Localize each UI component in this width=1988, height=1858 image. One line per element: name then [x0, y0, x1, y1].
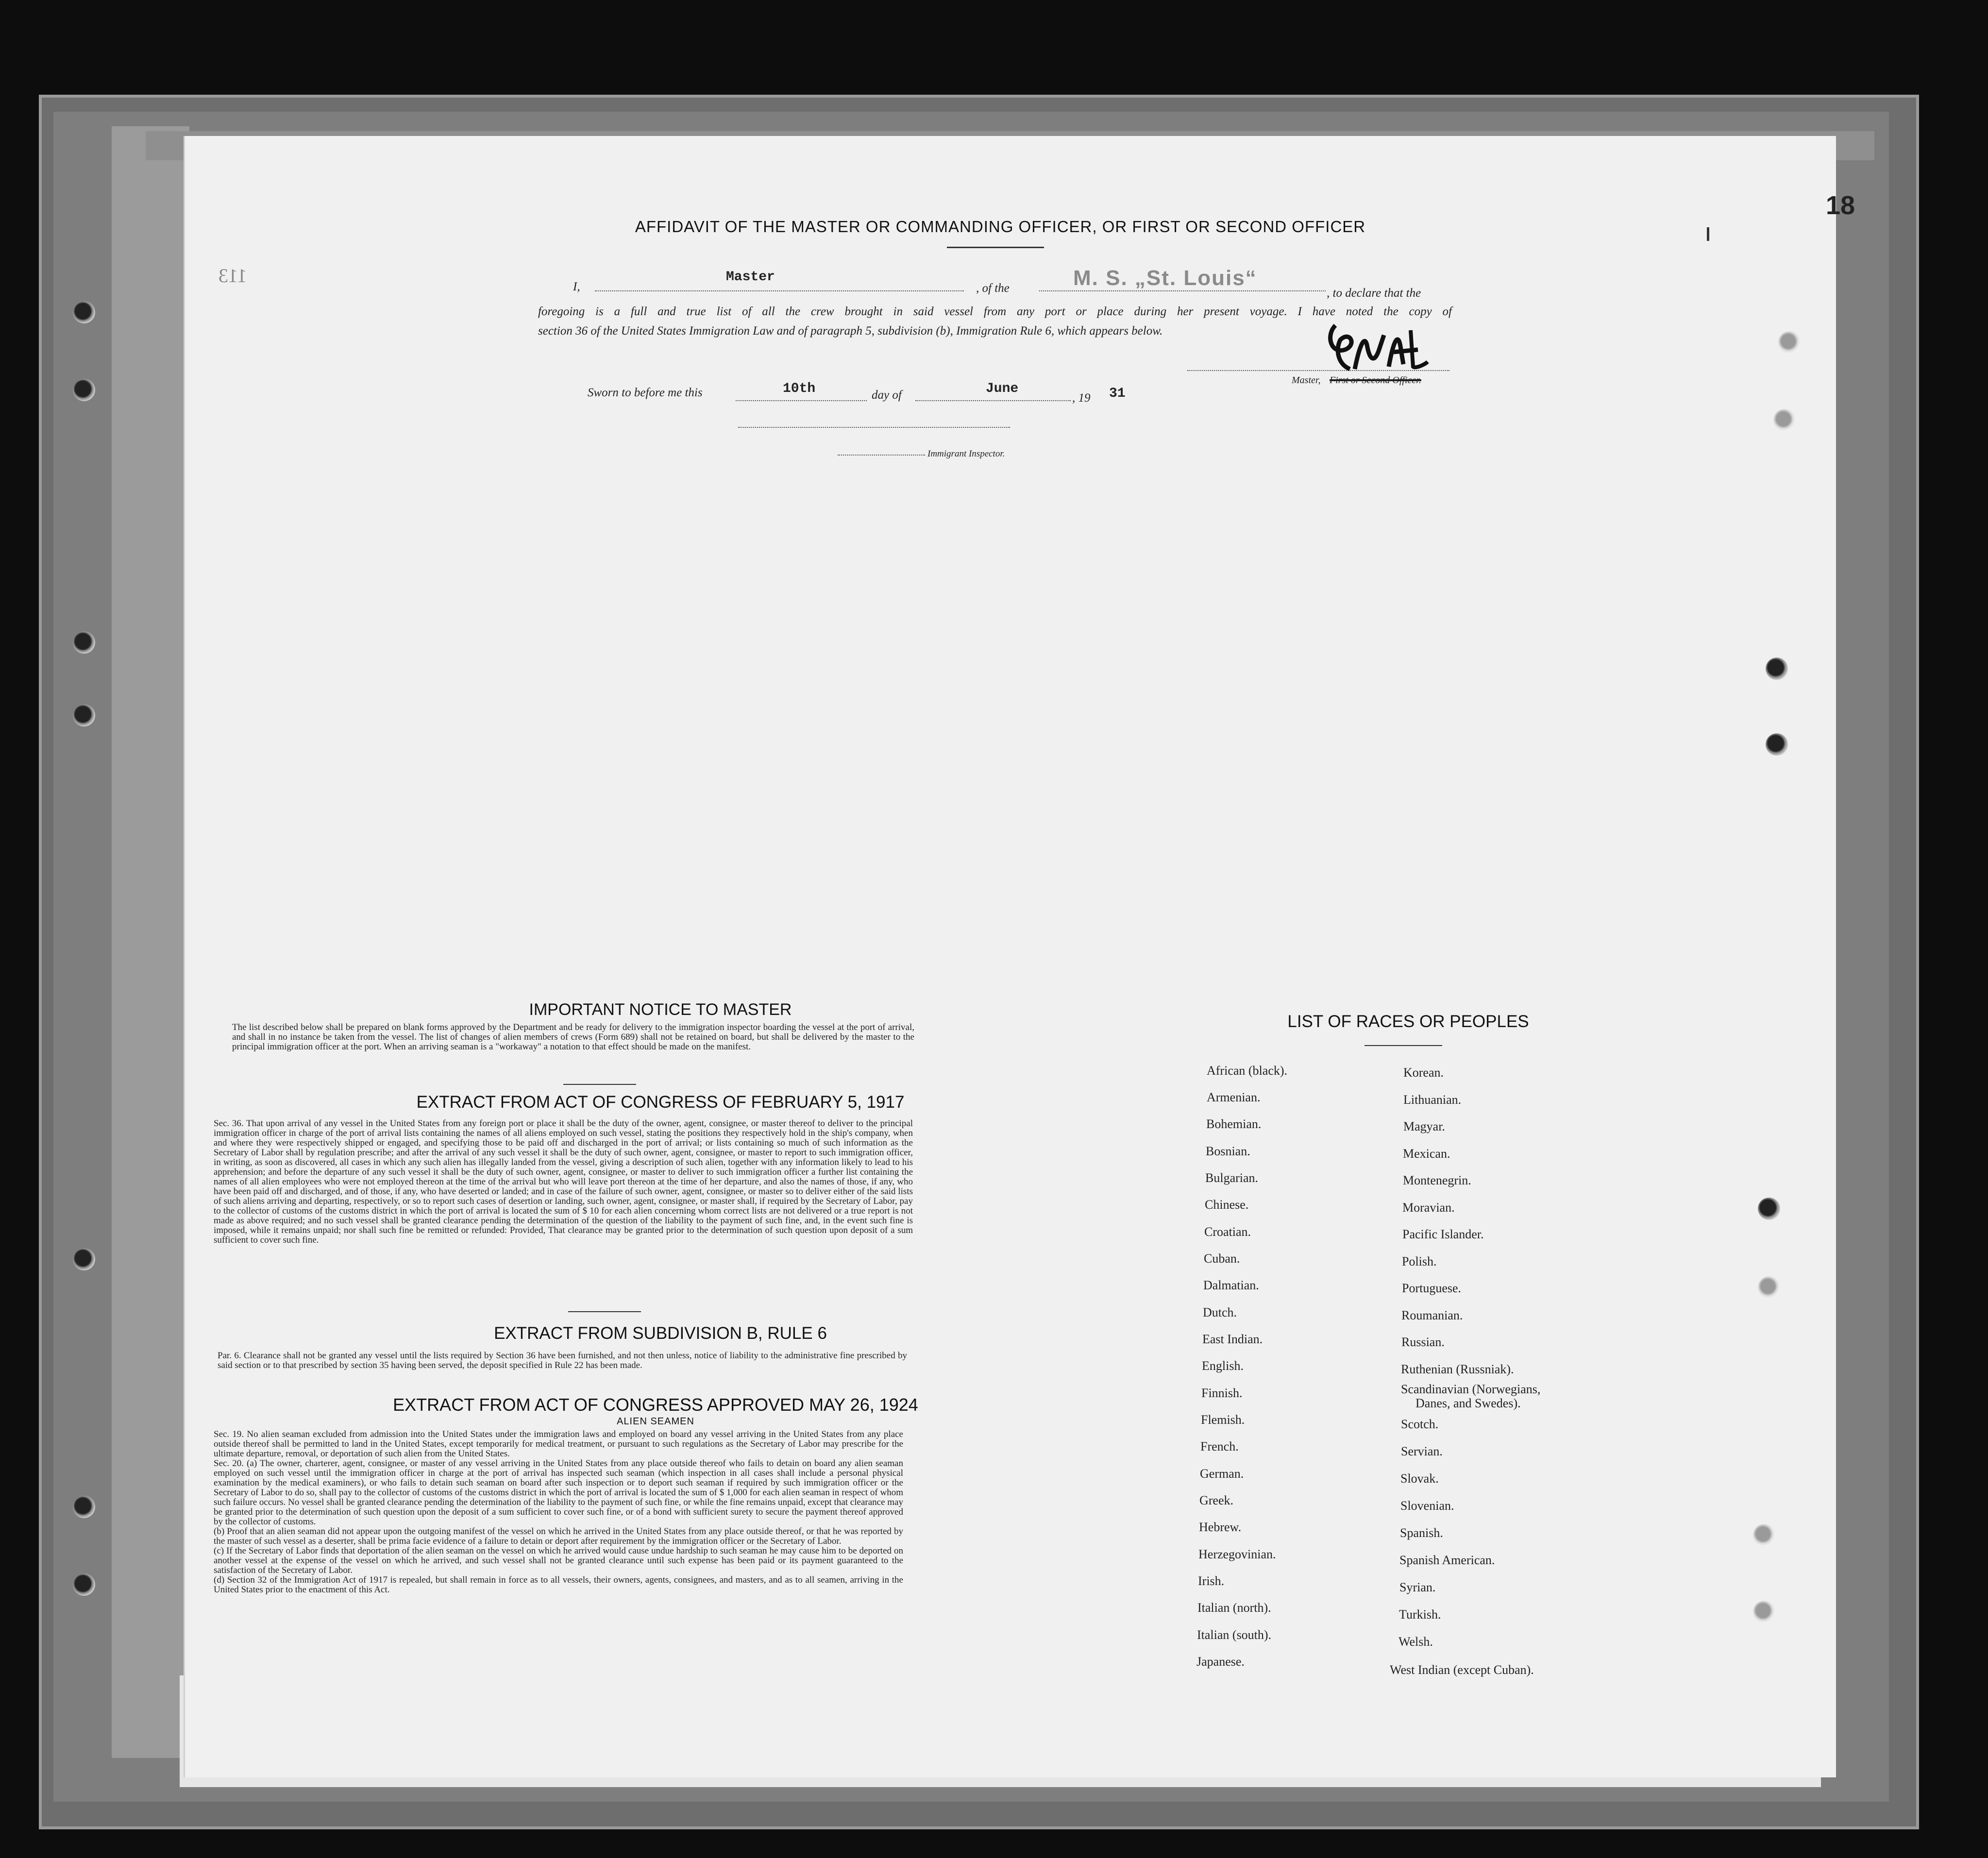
sworn-month-value: June: [986, 381, 1019, 396]
master-signature: [1321, 316, 1432, 379]
race-item: Chinese.: [1205, 1198, 1249, 1212]
punch-hole: [73, 1496, 95, 1518]
extract-1924-body: [214, 1430, 903, 1595]
bleed-through-mark: 113: [219, 265, 247, 287]
race-item: Spanish American.: [1399, 1553, 1495, 1567]
punch-hole: [73, 1573, 95, 1596]
race-item: Hebrew.: [1199, 1520, 1242, 1534]
race-item: Bosnian.: [1206, 1144, 1250, 1158]
race-item: Roumanian.: [1401, 1308, 1463, 1322]
races-title: LIST OF RACES OR PEOPLES: [1287, 1012, 1529, 1031]
race-item: Dutch.: [1203, 1305, 1237, 1319]
signature-caption-master: Master,: [1292, 375, 1321, 386]
title-divider: [947, 247, 1044, 248]
punch-hole: [1758, 1276, 1780, 1299]
race-item: Bulgarian.: [1205, 1171, 1259, 1185]
punch-hole: [73, 301, 95, 323]
punch-hole: [1766, 658, 1788, 680]
race-item: Pacific Islander.: [1402, 1227, 1484, 1241]
extract-1924-paragraph: Sec. 19. No alien seaman excluded from admission into the United States under the immigration laws and employed on board any vessel arriving in the United States from any place outside thereof shall be permitted to land in the United States, except temporarily for medical treatment, or pursuant to such regulations as the Secretary of Labor may prescribe for the ultimate departure, removal, or deportation of such alien from the United States.: [214, 1429, 903, 1459]
race-item: Scotch.: [1401, 1417, 1439, 1431]
race-item: Italian (north).: [1197, 1601, 1271, 1615]
race-item: Flemish.: [1201, 1413, 1245, 1427]
extract-1924-paragraph: (b) Proof that an alien seaman did not appear upon the outgoing manifest of the vessel on which he arrived in the United States from any place outside thereof, or that he was reported by the master of such vessel as a deserter, shall be prima facie evidence of a failure to detain or deport after requirement by the immigration officer or the Secretary of Labor.: [214, 1526, 903, 1546]
punch-hole: [1753, 1524, 1775, 1546]
extract-1924-title: EXTRACT FROM ACT OF CONGRESS APPROVED MAY 26, 1924: [393, 1395, 918, 1415]
punch-hole: [73, 631, 95, 654]
signature-caption-struck: First or Second Officer.: [1330, 375, 1421, 386]
extract-1917-title: EXTRACT FROM ACT OF CONGRESS OF FEBRUARY 5, 1917: [416, 1093, 905, 1112]
stacked-page-edge-left: [112, 126, 189, 1758]
punch-hole: [1778, 331, 1801, 354]
race-item: Magyar.: [1403, 1119, 1445, 1133]
race-item: Korean.: [1403, 1065, 1444, 1080]
race-item: Italian (south).: [1197, 1628, 1272, 1642]
affidavit-title: AFFIDAVIT OF THE MASTER OR COMMANDING OFFICER, OR FIRST OR SECOND OFFICER: [635, 218, 1366, 236]
race-item: East Indian.: [1202, 1332, 1263, 1346]
race-item: Ruthenian (Russniak).: [1401, 1362, 1514, 1376]
punch-hole: [73, 379, 95, 401]
race-item: Dalmatian.: [1203, 1278, 1259, 1292]
inspector-caption: Immigrant Inspector.: [927, 449, 1005, 459]
races-divider: [1365, 1045, 1442, 1046]
race-item: Turkish.: [1399, 1607, 1441, 1622]
punch-hole: [73, 1248, 95, 1270]
extract-1917-divider: [568, 1311, 641, 1312]
sworn-day-value: 10th: [783, 381, 816, 396]
punch-hole: [73, 704, 95, 726]
punch-hole: [1766, 733, 1788, 756]
extract-rule6-text: Par. 6. Clearance shall not be granted any vessel until the lists required by Section 36 have been furnished, and not then unless, notice of liability to the administrative fine prescribed by said section or to that prescribed by section 35 having been served, the deposit specified in Rule 22 has been made.: [218, 1351, 907, 1370]
year-prefix: , 19: [1072, 391, 1091, 405]
race-item: Danes, and Swedes).: [1415, 1396, 1521, 1410]
race-item: Irish.: [1198, 1574, 1225, 1588]
race-item: Bohemian.: [1206, 1117, 1262, 1131]
race-item: West Indian (except Cuban).: [1390, 1663, 1534, 1677]
of-the-label: , of the: [976, 282, 1010, 295]
inspector-signature-line-1: [738, 425, 1010, 428]
inspector-signature-line-2: [838, 448, 925, 456]
extract-1924-paragraph: (c) If the Secretary of Labor finds that deportation of the alien seaman on the vessel on which he arrived would cause undue hardship to such seaman he may cause him to be deported on another vessel at the expense of the vessel on which he arrived, and such vessel shall not be granted clearance until such expense has been paid or its payment guaranteed to the satisfaction of the Secretary of Labor.: [214, 1546, 903, 1575]
vessel-name-stamp: M. S. „St. Louis“: [1073, 266, 1257, 290]
race-item: Servian.: [1401, 1444, 1443, 1458]
race-item: Lithuanian.: [1403, 1093, 1462, 1107]
race-item: Armenian.: [1207, 1090, 1261, 1104]
race-item: Montenegrin.: [1403, 1173, 1471, 1187]
sworn-label: Sworn to before me this: [588, 386, 703, 399]
extract-1917-text: Sec. 36. That upon arrival of any vessel in the United States from any foreign port or place it shall be the duty of the owner, agent, consignee, or master thereof to deliver to the principal immigration officer in charge of the port of arrival lists containing the names of all aliens employed on such vessel, stating the positions they respectively hold in the ship's company, when and where they were respectively shipped or engaged, and specifying those to be paid off and discharged in the port of arrival; or lists containing so much of such information as the Secretary of Labor shall by regulation prescribe; and after the arrival of any such vessel it shall be the duty of such owner, agent, consignee, or master to report to such immigration officer, in writing, as soon as discovered, all cases in which any such alien has illegally landed from the vessel, giving a description of such alien, together with any information likely to lead to his apprehension; and before the departure of any such vessel it shall be the duty of such owner, agent, consignee, or master to deliver to such immigration officer a further list containing the names of all alien employees who were not employed thereon at the time of the arrival but who will leave port thereon at the time of her departure, and also the names of those, if any, who have been paid off and discharged, and of those, if any, who have deserted or landed; and in case of the failure of such owner, agent, consignee, or master so to deliver either of the said lists of such aliens arriving and departing, respectively, or so to report such cases of desertion or landing, such owner, agent, consignee, or master shall, if required by the Secretary of Labor, pay to the collector of customs of the customs district in which the port of arrival is located the sum of $ 10 for each alien concerning whom correct lists are not delivered or a true report is not made as above required; and no such vessel shall be granted clearance pending the determination of the question of the liability to the payment of such fine, and, in the event such fine is imposed, while it remains unpaid; nor shall such fine be remitted or refunded: Provided, That clearance may be granted prior to the determination of such question upon deposit of a sum sufficient to cover such fine.: [214, 1118, 913, 1245]
race-item: Scandinavian (Norwegians,: [1401, 1382, 1541, 1396]
race-item: Herzegovinian.: [1198, 1547, 1276, 1561]
race-item: French.: [1200, 1439, 1239, 1453]
notice-title: IMPORTANT NOTICE TO MASTER: [529, 1000, 792, 1019]
race-item: Finnish.: [1201, 1386, 1243, 1400]
punch-hole: [1773, 409, 1796, 431]
race-item: Moravian.: [1402, 1200, 1455, 1215]
affidavit-line-2: foregoing is a full and true list of all the crew brought in said vessel from any port or place during her present voyage. I have noted the copy of: [538, 305, 1452, 318]
sworn-year-value: 31: [1109, 386, 1126, 401]
race-item: Japanese.: [1196, 1655, 1245, 1669]
sheet-number: 18: [1826, 191, 1855, 220]
race-item: Mexican.: [1403, 1147, 1450, 1161]
ink-mark: [1707, 227, 1709, 241]
extract-rule6-title: EXTRACT FROM SUBDIVISION B, RULE 6: [494, 1324, 827, 1343]
race-item: Russian.: [1401, 1335, 1445, 1349]
day-of-label: day of: [872, 388, 902, 402]
race-item: Slovenian.: [1400, 1499, 1454, 1513]
punch-hole: [1758, 1198, 1780, 1220]
race-item: Polish.: [1402, 1254, 1437, 1268]
race-item: Croatian.: [1204, 1225, 1251, 1239]
officer-title-value: Master: [726, 270, 775, 285]
extract-1924-paragraph: Sec. 20. (a) The owner, charterer, agent, consignee, or master of any vessel arriving in the United States from any place outside thereof who fails to detain on board any alien seaman employed on such vessel until the immigration officer in charge at the port of arrival has inspected such seaman (which inspection in all cases shall include a personal physical examination by the medical examiners), or who fails to detain such seaman on board after such inspection or to deport such seaman if required by such immigration officer or the Secretary of Labor to do so, shall pay to the collector of customs of the customs district in which the port of arrival is located the sum of $ 1,000 for each alien seaman in respect of whom such failure occurs. No vessel shall be granted clearance pending the determination of the liability to the payment of such fine, or while the fine remains unpaid, except that clearance may be granted prior to the determination of such question upon the deposit of a sum sufficient to cover such fine, or of a bond with sufficient surety to secure the payment thereof approved by the collector of customs.: [214, 1458, 903, 1527]
affidavit-i: I,: [573, 280, 580, 293]
race-item: German.: [1200, 1467, 1244, 1481]
race-item: Welsh.: [1398, 1635, 1433, 1649]
notice-divider: [563, 1084, 636, 1085]
declare-tail: , to declare that the: [1327, 287, 1421, 300]
race-item: Greek.: [1199, 1493, 1234, 1507]
punch-hole: [1753, 1601, 1775, 1623]
race-item: Cuban.: [1204, 1251, 1240, 1266]
race-item: Spanish.: [1400, 1526, 1443, 1540]
notice-text: The list described below shall be prepared on blank forms approved by the Department and be ready for delivery to the immigration inspector boarding the vessel at the port of arrival, and shall in no instance be taken from the vessel. The list of changes of alien members of crews (Form 689) shall not be retained on board, but shall be delivered by the master to the principal immigration officer at the port. When an arriving seaman is a "workaway" a notation to that effect should be made on the manifest.: [232, 1022, 914, 1052]
race-item: Slovak.: [1400, 1471, 1439, 1486]
race-item: English.: [1202, 1359, 1244, 1373]
affidavit-line-3: section 36 of the United States Immigration Law and of paragraph 5, subdivision (b), Immigration Rule 6, which appears below.: [538, 324, 1163, 338]
officer-title-line: [595, 277, 964, 291]
extract-1924-paragraph: (d) Section 32 of the Immigration Act of 1917 is repealed, but shall remain in force as to all vessels, their owners, agents, consignees, and masters, and as to all seamen, arriving in the United States prior to the enactment of this Act.: [214, 1575, 903, 1595]
race-item: African (black).: [1207, 1064, 1288, 1078]
race-item: Portuguese.: [1402, 1281, 1462, 1295]
extract-1924-subtitle: ALIEN SEAMEN: [617, 1416, 694, 1427]
race-item: Syrian.: [1399, 1580, 1436, 1594]
